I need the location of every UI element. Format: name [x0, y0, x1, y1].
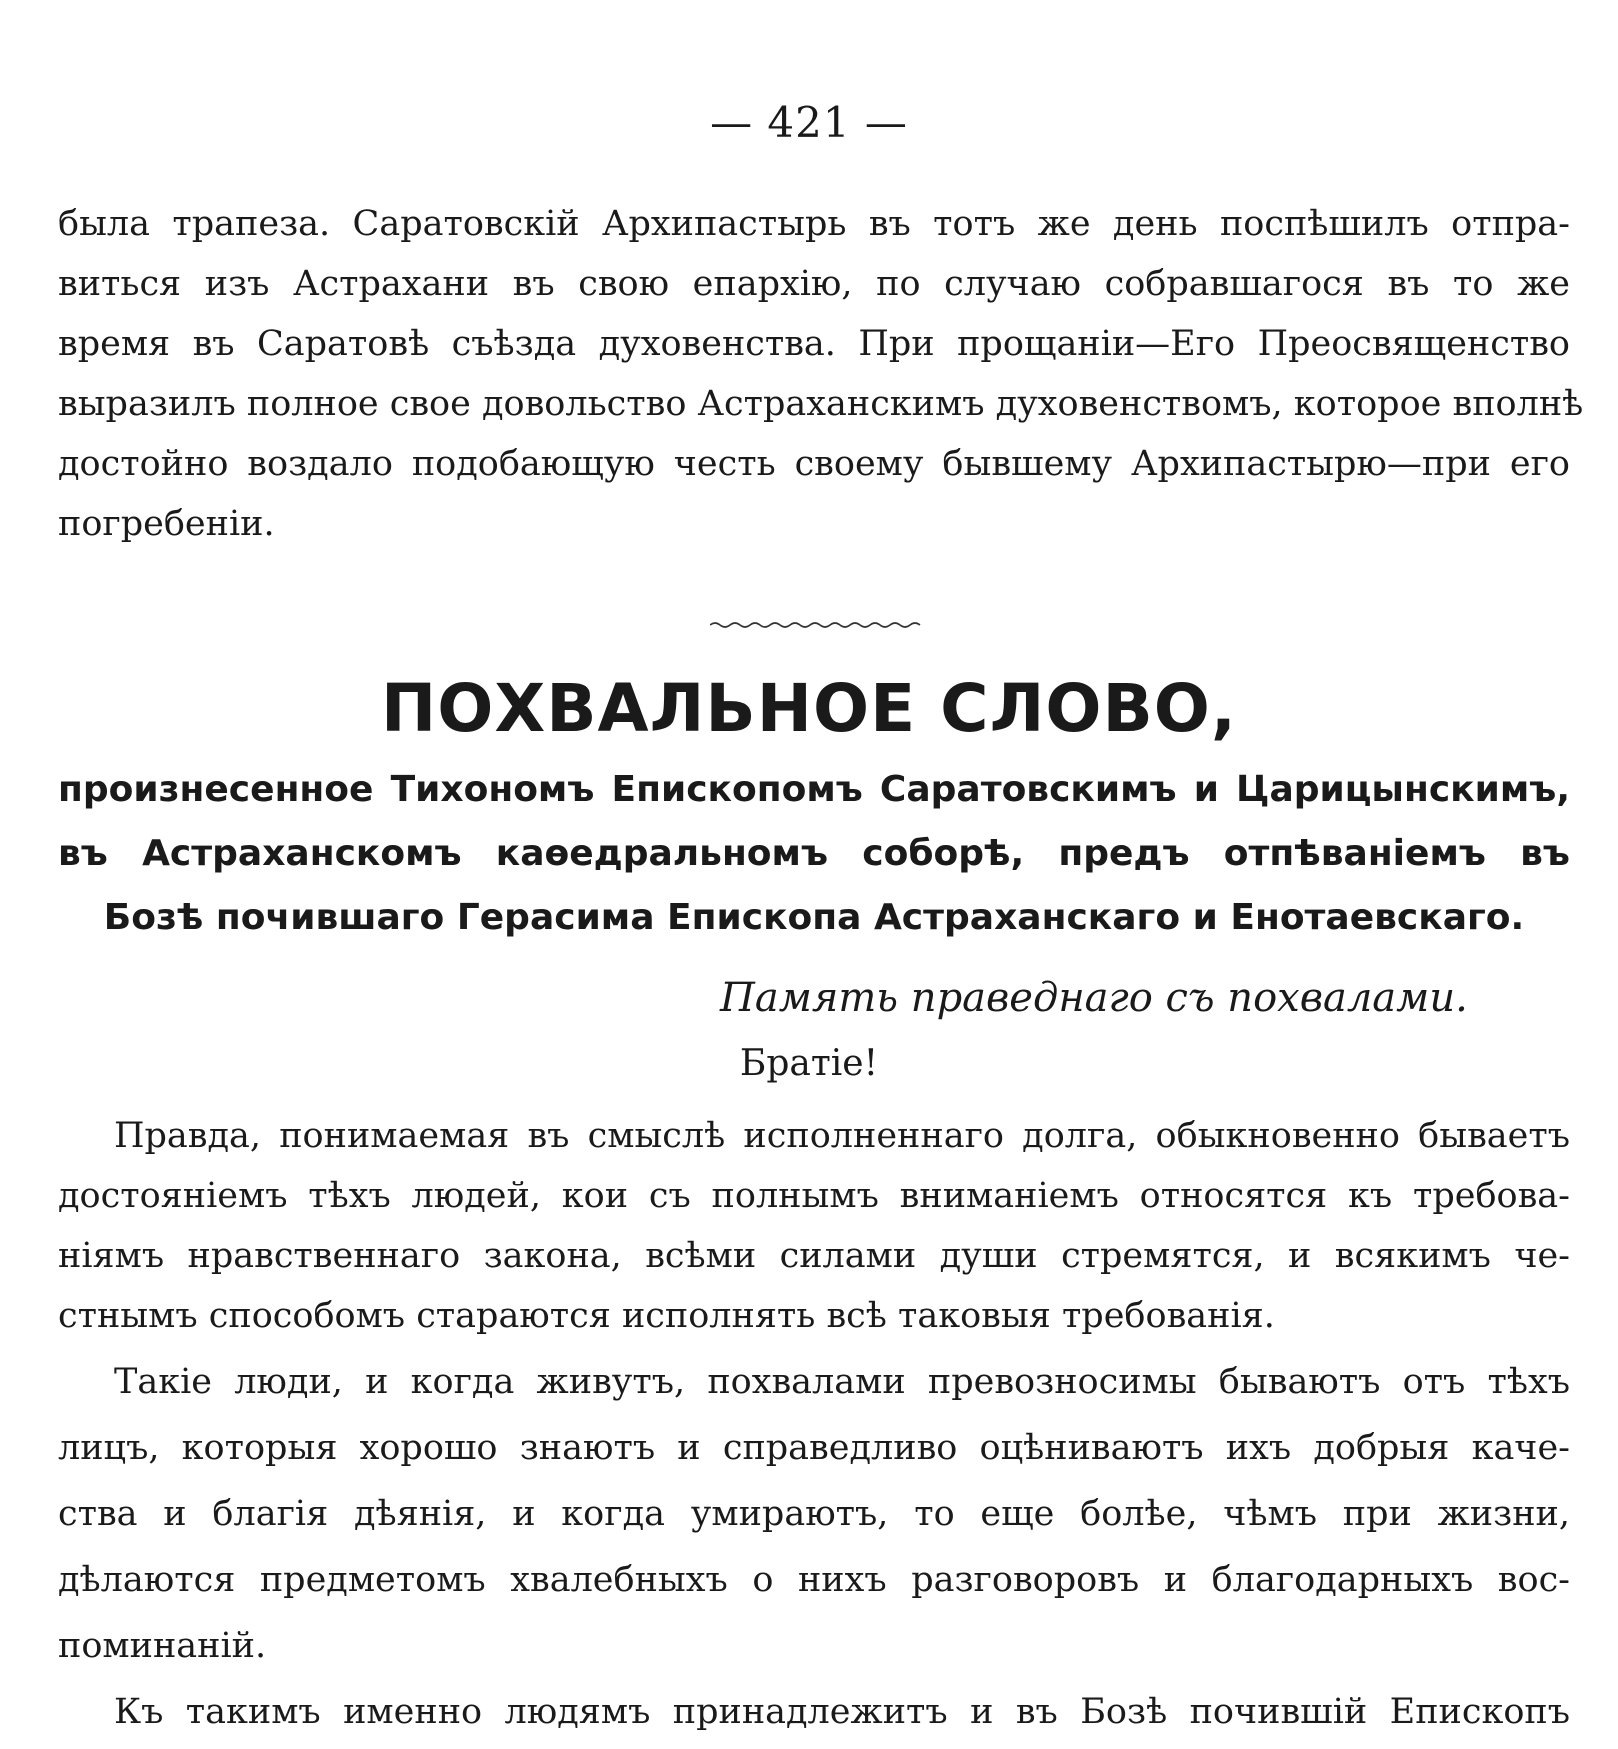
text-line: Къ такимъ именно людямъ принадлежитъ и въ Бозѣ почившій Епископъ [114, 1692, 1570, 1732]
text-line: поминаній. [58, 1626, 267, 1666]
sermon-title: ПОХВАЛЬНОЕ СЛОВО, [381, 670, 1237, 747]
text-line: выразилъ полное свое довольство Астраханскимъ духовенствомъ, которое вполнѣ [58, 384, 1584, 424]
subtitle-line: Бозѣ почившаго Герасима Епископа Астраханскаго и Енотаевскаго. [103, 897, 1525, 938]
text-line: достояніемъ тѣхъ людей, кои съ полнымъ вниманіемъ относятся къ требова- [58, 1176, 1570, 1216]
text-line: время въ Саратовѣ съѣзда духовенства. При прощаніи—Его Преосвященство [58, 324, 1570, 364]
text-line: погребеніи. [58, 504, 275, 544]
text-line: ніямъ нравственнаго закона, всѣми силами души стремятся, и всякимъ че- [58, 1236, 1570, 1276]
text-line: Такіе люди, и когда живутъ, похвалами превозносимы бываютъ отъ тѣхъ [114, 1362, 1570, 1402]
page-number: — 421 — [710, 98, 908, 147]
text-line: виться изъ Астрахани въ свою епархію, по случаю собравшагося въ то же [58, 264, 1570, 304]
subtitle-line: произнесенное Тихономъ Епископомъ Саратовскимъ и Царицынскимъ, [58, 769, 1570, 810]
wavy-divider [710, 620, 922, 630]
subtitle-line: въ Астраханскомъ каѳедральномъ соборѣ, предъ отпѣваніемъ въ [58, 833, 1570, 874]
text-line: Правда, понимаемая въ смыслѣ исполненнаго долга, обыкновенно бываетъ [114, 1116, 1570, 1156]
text-line: была трапеза. Саратовскій Архипастырь въ тотъ же день поспѣшилъ отпра- [58, 204, 1570, 244]
text-line: дѣлаются предметомъ хвалебныхъ о нихъ разговоровъ и благодарныхъ вос- [58, 1560, 1570, 1600]
text-line: лицъ, которыя хорошо знаютъ и справедливо оцѣниваютъ ихъ добрыя каче- [58, 1428, 1570, 1468]
epigraph: Память праведнаго съ похвалами. [720, 975, 1468, 1021]
text-line: ства и благія дѣянія, и когда умираютъ, то еще болѣе, чѣмъ при жизни, [58, 1494, 1570, 1534]
text-line: достойно воздало подобающую честь своему бывшему Архипастырю—при его [58, 444, 1570, 484]
text-line: стнымъ способомъ стараются исполнять всѣ таковыя требованія. [58, 1296, 1275, 1336]
address-salutation: Братіе! [739, 1043, 879, 1084]
